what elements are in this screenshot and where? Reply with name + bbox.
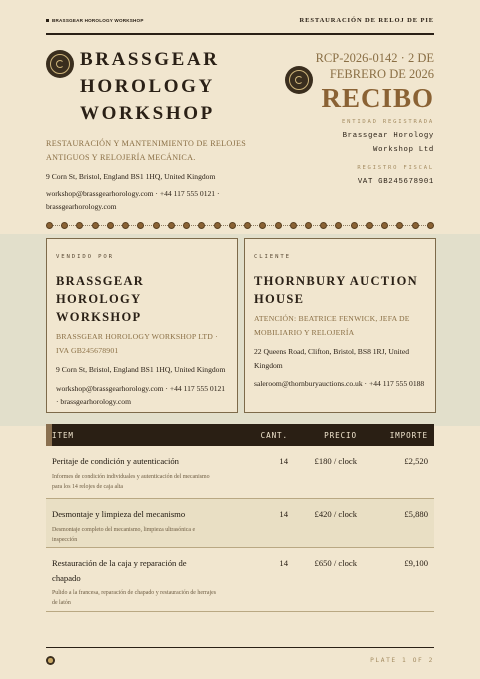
chain-bead-icon <box>320 222 327 229</box>
square-bullet-icon <box>46 19 49 22</box>
row-price: £180 / clock <box>314 456 357 466</box>
chain-bead-icon <box>412 222 419 229</box>
bottom-divider <box>46 647 434 648</box>
row-description <box>52 454 217 492</box>
mini-brand <box>46 18 144 23</box>
tax-registry-label: REGISTRO FISCAL <box>357 165 434 171</box>
client-card <box>244 238 436 413</box>
row-total: £9,100 <box>404 558 428 568</box>
column-qty: CANT. <box>260 430 288 440</box>
chain-bead-icon <box>351 222 358 229</box>
row-price: £650 / clock <box>314 558 357 568</box>
registered-entity: Brassgear Horology Workshop Ltd <box>342 132 434 154</box>
gear-clock-seal-icon <box>285 66 313 94</box>
seller-contact: workshop@brassgearhorology.com · +44 117 555 0121 · brassgearhorology.com <box>56 383 226 406</box>
seller-address: 9 Corn St, Bristol, England BS1 1HQ, United Kingdom <box>56 365 226 374</box>
chain-bead-icon <box>335 222 342 229</box>
chain-bead-icon <box>137 222 144 229</box>
seller-card <box>46 238 238 413</box>
brand-address: 9 Corn St, Bristol, England BS1 1HQ, United Kingdom <box>46 172 216 181</box>
row-detail: Desmontaje completo del mecanismo, limpieza ultrasónica e inspección <box>52 526 196 543</box>
brand-tagline: RESTAURACIÓN Y MANTENIMIENTO DE RELOJES ANTIGUOS Y RELOJERÍA MECÁNICA. <box>46 139 247 162</box>
chain-bead-icon <box>396 222 403 229</box>
document-number-date: RCP-2026-0142 · 2 DE FEBRERO DE 2026 <box>315 51 434 81</box>
decorative-chain-divider <box>46 221 434 229</box>
registered-entity-label: ENTIDAD REGISTRADA <box>341 119 434 125</box>
row-qty: 14 <box>279 558 288 568</box>
column-price: PRECIO <box>324 430 357 440</box>
row-detail: Pulido a la francesa, reparación de chapado y restauración de herrajes de latón <box>52 590 217 606</box>
chain-bead-icon <box>214 222 221 229</box>
document-title: RECIBO <box>321 83 434 113</box>
client-attention: ATENCIÓN: BEATRICE FENWICK, JEFA DE MOBILIARIO Y RELOJERÍA <box>254 314 410 337</box>
chain-bead-icon <box>259 222 266 229</box>
brand-contact: workshop@brassgearhorology.com · +44 117 555 0121 · brassgearhorology.com <box>46 189 220 211</box>
row-title: Restauración de la caja y reparación de chapado <box>52 558 187 583</box>
chain-bead-icon <box>366 222 373 229</box>
row-total: £2,520 <box>404 456 428 466</box>
chain-bead-icon <box>305 222 312 229</box>
row-description <box>52 556 217 608</box>
top-divider <box>46 33 434 35</box>
top-strip <box>46 17 434 24</box>
table-row <box>46 499 434 548</box>
tax-id: VAT GB245678901 <box>357 178 434 186</box>
row-description <box>52 507 217 545</box>
client-label: CLIENTE <box>254 254 291 260</box>
chain-bead-icon <box>153 222 160 229</box>
row-qty: 14 <box>279 509 288 519</box>
mini-brand-text: BRASSGEAR HOROLOGY WORKSHOP <box>52 18 144 23</box>
row-title: Peritaje de condición y autenticación <box>52 456 179 466</box>
chain-bead-icon <box>46 222 53 229</box>
chain-bead-icon <box>183 222 190 229</box>
client-contact: saleroom@thornburyauctions.co.uk · +44 117 555 0188 <box>254 379 425 388</box>
row-qty: 14 <box>279 456 288 466</box>
row-total: £5,880 <box>404 509 428 519</box>
column-total: IMPORTE <box>389 430 428 440</box>
brand-name: BRASSGEAR HOROLOGY WORKSHOP <box>80 49 220 124</box>
chain-bead-icon <box>107 222 114 229</box>
client-address: 22 Queens Road, Clifton, Bristol, BS8 1RJ, United Kingdom <box>254 347 410 370</box>
column-item: ITEM <box>52 430 74 440</box>
gear-clock-logo-icon <box>46 50 74 78</box>
chain-bead-icon <box>427 222 434 229</box>
chain-bead-icon <box>122 222 129 229</box>
chain-bead-icon <box>381 222 388 229</box>
client-name: THORNBURY AUCTION HOUSE <box>254 274 418 306</box>
row-detail: Informes de condición individuales y autenticación del mecanismo para los 14 relojes de caja alta <box>52 473 210 490</box>
chain-bead-icon <box>76 222 83 229</box>
table-row <box>46 446 434 499</box>
footer-seal-icon <box>46 656 55 665</box>
seller-name: BRASSGEAR HOROLOGY WORKSHOP <box>56 274 145 324</box>
row-title: Desmontaje y limpieza del mecanismo <box>52 509 186 519</box>
page-indicator: PLATE 1 OF 2 <box>370 657 434 664</box>
seller-legal-name: BRASSGEAR HOROLOGY WORKSHOP LTD · IVA GB245678901 <box>56 332 218 355</box>
row-price: £420 / clock <box>314 509 357 519</box>
chain-bead-icon <box>61 222 68 229</box>
chain-bead-icon <box>198 222 205 229</box>
chain-bead-icon <box>229 222 236 229</box>
table-row <box>46 548 434 612</box>
items-table-header <box>46 424 434 446</box>
chain-bead-icon <box>244 222 251 229</box>
chain-bead-icon <box>275 222 282 229</box>
chain-bead-icon <box>290 222 297 229</box>
document-kind: RESTAURACIÓN DE RELOJ DE PIE <box>299 17 434 24</box>
chain-bead-icon <box>92 222 99 229</box>
chain-bead-icon <box>168 222 175 229</box>
seller-label: VENDIDO POR <box>56 254 114 260</box>
